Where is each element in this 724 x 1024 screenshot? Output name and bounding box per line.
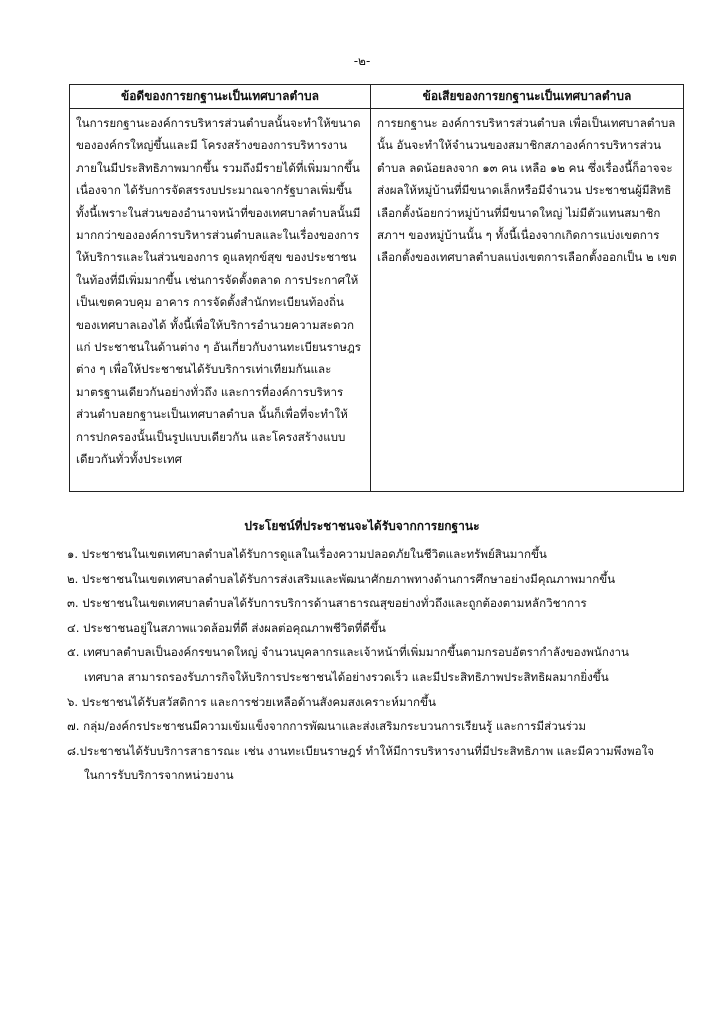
benefit-item-5: ๕. เทศบาลตำบลเป็นองค์กรขนาดใหญ่ จำนวนบุคลากรและเจ้าหน้าที่เพิ่มมากขึ้นตามกรอบอัตรากำลังของพนักงาน <box>67 645 629 660</box>
benefits-title: ประโยชน์ที่ประชาชนจะได้รับจากการยกฐานะ <box>244 519 480 533</box>
comparison-table <box>69 84 684 492</box>
disadvantages-header: ข้อเสียของการยกฐานะเป็นเทศบาลตำบล <box>371 85 684 109</box>
benefit-item-4: ๔. ประชาชนอยู่ในสภาพแวดล้อมที่ดี ส่งผลต่อคุณภาพชีวิตที่ดีขึ้น <box>67 620 386 635</box>
table-row <box>70 109 684 492</box>
advantages-cell: ในการยกฐานะองค์การบริหารส่วนตำบลนั้นจะทำให้ขนาดขององค์กรใหญ่ขึ้นและมี โครงสร้างของการบริหารงานภายในมีประสิทธิภาพมากขึ้น รวมถึงมีรายได้ที่เพิ่มมากขึ้น เนื่องจาก ได้รับการจัดสรรงบประมาณจากรัฐบาลเพิ่มขึ้น ทั้งนี้เพราะในส่วนของอำนาจหน้าที่ของเทศบาลตำบลนั้นมีมากกว่าขององค์การบริหารส่วนตำบลและในเรื่องของการให้บริการและในส่วนของการ ดูแลทุกข์สุข ของประชาชนในท้องที่มีเพิ่มมากขึ้น เช่นการจัดตั้งตลาด การประกาศให้เป็นเขตควบคุม อาคาร การจัดตั้งสำนักทะเบียนท้องถิ่นของเทศบาลเองได้ ทั้งนี้เพื่อให้บริการอำนวยความสะดวกแก่ ประชาชนในด้านต่าง ๆ อันเกี่ยวกับงานทะเบียนราษฎรต่าง ๆ เพื่อให้ประชาชนได้รับบริการเท่าเทียมกันและมาตรฐานเดียวกันอย่างทั่วถึง และการที่องค์การบริหารส่วนตำบลยกฐานะเป็นเทศบาลตำบล นั้นก็เพื่อที่จะทำให้การปกครองนั้นเป็นรูปแบบเดียวกัน และโครงสร้างแบบเดียวกันทั่วทั้งประเทศ <box>70 109 371 492</box>
disadvantages-cell: การยกฐานะ องค์การบริหารส่วนตำบล เพื่อเป็นเทศบาลตำบล นั้น อันจะทำให้จำนวนของสมาชิกสภาองค์การบริหารส่วนตำบล ลดน้อยลงจาก ๑๓ คน เหลือ ๑๒ คน ซึ่งเรื่องนี้ก็อาจจะส่งผลให้หมู่บ้านที่มีขนาดเล็กหรือมีจำนวน ประชาชนผู้มีสิทธิเลือกตั้งน้อยกว่าหมู่บ้านที่มีขนาดใหญ่ ไม่มีตัวแทนสมาชิกสภาฯ ของหมู่บ้านนั้น ๆ ทั้งนี้เนื่องจากเกิดการแบ่งเขตการเลือกตั้งของเทศบาลตำบลแบ่งเขตการเลือกตั้งออกเป็น ๒ เขต <box>371 109 684 492</box>
benefit-item-6: ๖. ประชาชนได้รับสวัสดิการ และการช่วยเหลือด้านสังคมสงเคราะห์มากขึ้น <box>67 694 436 709</box>
advantages-header: ข้อดีของการยกฐานะเป็นเทศบาลตำบล <box>70 85 371 109</box>
benefit-item-3: ๓. ประชาชนในเขตเทศบาลตำบลได้รับการบริการด้านสาธารณสุขอย่างทั่วถึงและถูกต้องตามหลักวิชาการ <box>67 596 587 611</box>
page-number: -๒- <box>353 54 371 68</box>
benefits-list <box>67 542 707 788</box>
benefit-item-1: ๑. ประชาชนในเขตเทศบาลตำบลได้รับการดูแลในเรื่องความปลอดภัยในชีวิตและทรัพย์สินมากขึ้น <box>67 547 547 561</box>
benefit-item-7: ๗. กลุ่ม/องค์กรประชาชนมีความเข้มแข็งจากการพัฒนาและส่งเสริมกระบวนการเรียนรู้ และการมีส่วนร่วม <box>67 719 587 734</box>
benefit-item-8: ๘.ประชาชนได้รับบริการสาธารณะ เช่น งานทะเบียนราษฎร์ ทำให้มีการบริหารงานที่มีประสิทธิภาพ และมีความพึงพอใจ <box>67 743 655 758</box>
benefit-item-2: ๒. ประชาชนในเขตเทศบาลตำบลได้รับการส่งเสริมและพัฒนาศักยภาพทางด้านการศึกษาอย่างมีคุณภาพมากขึ้น <box>67 571 616 586</box>
benefit-item-5-continuation: เทศบาล สามารถรองรับภารกิจให้บริการประชาชนได้อย่างรวดเร็ว และมีประสิทธิภาพประสิทธิผลมากยิ่งขึ้น <box>84 669 609 684</box>
table-header-row <box>70 85 684 109</box>
benefit-item-8-continuation: ในการรับบริการจากหน่วยงาน <box>84 768 234 783</box>
